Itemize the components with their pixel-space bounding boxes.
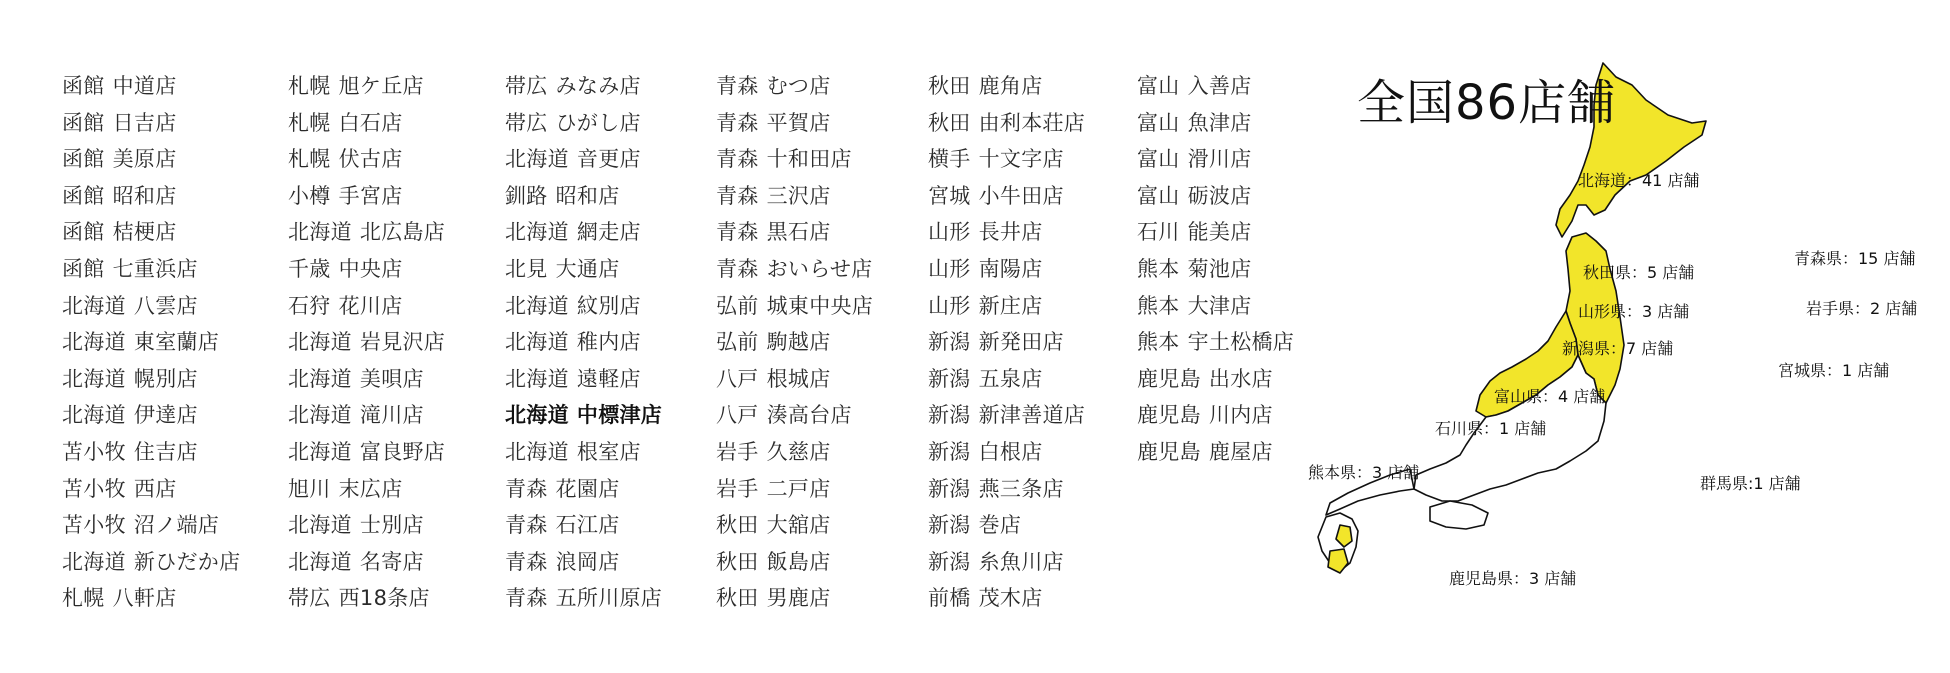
store-city: 青森 — [716, 147, 759, 172]
store-name: 根城店 — [766, 366, 831, 391]
store-name: 白根店 — [978, 439, 1043, 464]
store-entry — [62, 507, 240, 544]
store-entry — [928, 361, 1085, 398]
store-name: 岩見沢店 — [359, 330, 446, 355]
store-city: 北海道 — [62, 403, 126, 428]
store-name: 小牛田店 — [978, 183, 1064, 208]
store-name: 魚津店 — [1187, 110, 1252, 135]
store-entry — [505, 178, 662, 215]
store-name: 網走店 — [576, 220, 641, 245]
store-city: 北海道 — [288, 220, 352, 245]
store-city: 青森 — [505, 513, 548, 538]
store-entry — [1137, 178, 1294, 215]
store-entry — [928, 580, 1085, 617]
label-iwate: 岩手県：2 店舗 — [1806, 299, 1918, 318]
store-name: 燕三条店 — [978, 476, 1064, 501]
store-city: 旭川 — [288, 476, 331, 501]
store-name: 由利本荘店 — [978, 110, 1086, 135]
store-name: 伊達店 — [133, 403, 198, 428]
store-city: 富山 — [1137, 183, 1180, 208]
store-entry — [288, 361, 445, 398]
store-city: 苫小牧 — [62, 476, 126, 501]
store-entry — [716, 251, 873, 288]
store-entry — [1137, 434, 1294, 471]
store-name: 旭ケ丘店 — [338, 74, 424, 98]
store-name: 東室蘭店 — [133, 330, 220, 355]
store-entry — [288, 214, 445, 251]
label-kumamoto: 熊本県：3 店舗 — [1308, 463, 1420, 482]
store-entry — [716, 141, 873, 178]
store-entry — [928, 178, 1085, 215]
store-entry — [716, 580, 873, 617]
store-entry — [62, 214, 240, 251]
label-akita: 秋田県：5 店舗 — [1583, 263, 1695, 282]
store-entry — [288, 580, 445, 617]
store-name: 八雲店 — [133, 293, 198, 318]
store-name: 入善店 — [1187, 74, 1252, 98]
store-entry — [716, 288, 873, 325]
store-city: 青森 — [716, 220, 759, 245]
store-city: 鹿児島 — [1137, 366, 1201, 391]
store-city: 青森 — [716, 74, 759, 98]
store-entry — [288, 105, 445, 142]
label-aomori: 青森県：15 店舗 — [1794, 249, 1916, 268]
store-column-5 — [928, 68, 1085, 617]
store-entry — [716, 397, 873, 434]
store-name: 中央店 — [338, 256, 403, 281]
store-entry — [288, 434, 445, 471]
store-city: 北海道 — [505, 147, 569, 172]
store-city: 北見 — [505, 256, 548, 281]
store-entry — [505, 141, 662, 178]
store-city: 札幌 — [288, 147, 331, 172]
store-entry — [928, 251, 1085, 288]
store-entry — [1137, 105, 1294, 142]
store-entry — [1137, 214, 1294, 251]
store-name: 宇土松橋店 — [1187, 330, 1295, 355]
store-city: 札幌 — [62, 586, 105, 611]
store-city: 青森 — [716, 110, 759, 135]
store-name: 滑川店 — [1187, 147, 1252, 172]
store-name: 昭和店 — [555, 183, 620, 208]
store-city: 山形 — [928, 220, 971, 245]
store-city: 札幌 — [288, 74, 331, 98]
store-name: 湊高台店 — [766, 403, 852, 428]
store-entry — [288, 471, 445, 508]
store-city: 北海道 — [62, 549, 126, 574]
store-name: 沼ノ端店 — [133, 513, 220, 538]
store-entry — [62, 288, 240, 325]
store-city: 熊本 — [1137, 256, 1180, 281]
store-name: 十和田店 — [766, 147, 852, 172]
store-entry — [928, 105, 1085, 142]
store-name: 花園店 — [555, 476, 620, 501]
store-entry — [505, 361, 662, 398]
store-name: 新ひだか店 — [133, 549, 241, 574]
store-city: 岩手 — [716, 476, 759, 501]
store-entry — [288, 288, 445, 325]
store-entry — [62, 471, 240, 508]
store-entry — [505, 288, 662, 325]
store-entry — [62, 105, 240, 142]
store-city: 北海道 — [288, 513, 352, 538]
store-name: ひがし店 — [555, 110, 641, 135]
store-name: 三沢店 — [766, 183, 831, 208]
store-entry — [288, 251, 445, 288]
label-miyagi: 宮城県：1 店舗 — [1778, 361, 1890, 380]
store-entry — [288, 544, 445, 581]
store-city: 釧路 — [505, 183, 548, 208]
store-name: 新発田店 — [978, 330, 1064, 355]
store-city: 八戸 — [716, 366, 759, 391]
store-city: 函館 — [62, 110, 105, 135]
store-name: 住吉店 — [133, 439, 198, 464]
store-column-6 — [1137, 68, 1294, 471]
store-city: 北海道 — [62, 293, 126, 318]
store-entry — [1137, 288, 1294, 325]
store-city: 北海道 — [288, 549, 352, 574]
store-entry — [505, 471, 662, 508]
store-entry — [505, 105, 662, 142]
label-toyama: 富山県：4 店舗 — [1494, 387, 1606, 406]
store-city: 北海道 — [288, 330, 352, 355]
store-name: 南陽店 — [978, 256, 1043, 281]
store-entry — [716, 324, 873, 361]
map-shikoku — [1430, 501, 1488, 529]
store-city: 秋田 — [928, 74, 971, 98]
store-entry — [505, 324, 662, 361]
store-city: 北海道 — [505, 439, 569, 464]
store-name: 十文字店 — [978, 147, 1064, 172]
store-name: 平賀店 — [766, 110, 831, 135]
store-column-4 — [716, 68, 873, 617]
store-name: 紋別店 — [576, 293, 641, 318]
store-name: 五所川原店 — [555, 586, 663, 611]
store-city: 弘前 — [716, 330, 759, 355]
store-city: 帯広 — [505, 74, 548, 98]
store-city: 函館 — [62, 256, 105, 281]
store-entry — [62, 361, 240, 398]
store-name: 大津店 — [1187, 293, 1252, 318]
store-name: 糸魚川店 — [978, 549, 1064, 574]
store-name: 能美店 — [1187, 220, 1252, 245]
store-name: 名寄店 — [359, 549, 424, 574]
store-city: 小樽 — [288, 183, 331, 208]
store-city: 鹿児島 — [1137, 439, 1201, 464]
store-entry — [288, 141, 445, 178]
store-city: 帯広 — [288, 586, 331, 611]
store-name: 七重浜店 — [112, 256, 198, 281]
store-name: 五泉店 — [978, 366, 1043, 391]
store-city: 青森 — [505, 476, 548, 501]
store-city: 札幌 — [288, 110, 331, 135]
store-entry — [62, 580, 240, 617]
store-entry — [928, 141, 1085, 178]
store-name: 大舘店 — [766, 513, 831, 538]
store-city: 新潟 — [928, 513, 971, 538]
store-city: 北海道 — [505, 403, 569, 428]
store-name: 桔梗店 — [112, 220, 177, 245]
store-name: 出水店 — [1208, 366, 1273, 391]
store-entry — [288, 397, 445, 434]
store-city: 苫小牧 — [62, 513, 126, 538]
store-city: 新潟 — [928, 439, 971, 464]
store-name: 黒石店 — [766, 220, 831, 245]
store-city: 函館 — [62, 220, 105, 245]
store-entry — [62, 141, 240, 178]
store-entry — [928, 68, 1085, 105]
store-city: 函館 — [62, 183, 105, 208]
store-entry — [505, 580, 662, 617]
store-city: 北海道 — [62, 366, 126, 391]
store-city: 新潟 — [928, 476, 971, 501]
store-city: 新潟 — [928, 366, 971, 391]
store-entry — [1137, 68, 1294, 105]
store-entry — [716, 105, 873, 142]
store-name: 石江店 — [555, 513, 620, 538]
store-city: 苫小牧 — [62, 439, 126, 464]
store-entry — [928, 434, 1085, 471]
store-city: 北海道 — [62, 330, 126, 355]
store-entry — [62, 324, 240, 361]
store-city: 青森 — [505, 549, 548, 574]
store-entry — [288, 178, 445, 215]
store-entry — [505, 214, 662, 251]
store-name: 伏古店 — [338, 147, 403, 172]
store-entry — [928, 397, 1085, 434]
store-entry — [505, 434, 662, 471]
store-name: 美唄店 — [359, 366, 424, 391]
store-city: 函館 — [62, 147, 105, 172]
store-city: 北海道 — [288, 439, 352, 464]
store-city: 八戸 — [716, 403, 759, 428]
store-city: 前橋 — [928, 586, 971, 611]
store-name: 茂木店 — [978, 586, 1043, 611]
store-name: みなみ店 — [555, 74, 641, 98]
store-entry — [288, 324, 445, 361]
label-hokkaido: 北海道：41 店舗 — [1578, 171, 1700, 190]
store-name: 中標津店 — [576, 403, 663, 428]
store-entry — [928, 471, 1085, 508]
store-name: 士別店 — [359, 513, 424, 538]
store-name: 砺波店 — [1187, 183, 1252, 208]
store-entry — [62, 178, 240, 215]
store-name: 富良野店 — [359, 439, 446, 464]
store-entry — [716, 214, 873, 251]
store-city: 北海道 — [288, 403, 352, 428]
store-name: 稚内店 — [576, 330, 641, 355]
store-entry — [505, 68, 662, 105]
label-gunma: 群馬県:1 店舗 — [1700, 474, 1801, 493]
store-name: 根室店 — [576, 439, 641, 464]
store-entry — [62, 544, 240, 581]
store-entry — [716, 434, 873, 471]
store-name: おいらせ店 — [766, 256, 873, 281]
store-name: 美原店 — [112, 147, 177, 172]
store-name: 遠軽店 — [576, 366, 641, 391]
store-city: 山形 — [928, 293, 971, 318]
store-name: 駒越店 — [766, 330, 831, 355]
store-city: 秋田 — [716, 549, 759, 574]
store-city: 山形 — [928, 256, 971, 281]
store-entry — [1137, 141, 1294, 178]
store-entry — [928, 324, 1085, 361]
store-city: 千歳 — [288, 256, 331, 281]
store-entry — [505, 507, 662, 544]
store-name: 鹿屋店 — [1208, 439, 1273, 464]
store-city: 富山 — [1137, 110, 1180, 135]
store-name: 新津善道店 — [978, 403, 1086, 428]
store-city: 北海道 — [505, 293, 569, 318]
store-name: 長井店 — [978, 220, 1043, 245]
store-name: 二戸店 — [766, 476, 831, 501]
store-city: 横手 — [928, 147, 971, 172]
store-name: 末広店 — [338, 476, 403, 501]
store-city: 北海道 — [505, 330, 569, 355]
store-city: 青森 — [716, 256, 759, 281]
store-entry — [928, 214, 1085, 251]
store-city: 北海道 — [288, 366, 352, 391]
label-yamagata: 山形県：3 店舗 — [1578, 302, 1690, 321]
store-city: 熊本 — [1137, 293, 1180, 318]
store-city: 秋田 — [928, 110, 971, 135]
japan-map — [1300, 55, 1950, 615]
store-entry — [928, 288, 1085, 325]
store-name: 八軒店 — [112, 586, 177, 611]
store-entry — [928, 507, 1085, 544]
store-city: 新潟 — [928, 549, 971, 574]
store-city: 北海道 — [505, 220, 569, 245]
store-city: 新潟 — [928, 403, 971, 428]
store-entry — [928, 544, 1085, 581]
store-city: 函館 — [62, 74, 105, 98]
store-name: 滝川店 — [359, 403, 424, 428]
store-name: 音更店 — [576, 147, 641, 172]
store-city: 富山 — [1137, 147, 1180, 172]
store-name: 西店 — [133, 476, 177, 501]
store-name: 浪岡店 — [555, 549, 620, 574]
store-entry — [505, 544, 662, 581]
store-name: 昭和店 — [112, 183, 177, 208]
store-entry — [288, 68, 445, 105]
store-city: 秋田 — [716, 586, 759, 611]
store-city: 鹿児島 — [1137, 403, 1201, 428]
store-city: 北海道 — [505, 366, 569, 391]
store-name: 城東中央店 — [766, 293, 874, 318]
store-name: 幌別店 — [133, 366, 198, 391]
store-column-3 — [505, 68, 662, 617]
store-column-2 — [288, 68, 445, 617]
store-name: 手宮店 — [338, 183, 403, 208]
map-kagoshima — [1328, 549, 1348, 573]
store-name: 巻店 — [978, 513, 1022, 538]
store-entry — [716, 507, 873, 544]
label-niigata: 新潟県：7 店舗 — [1562, 339, 1674, 358]
store-entry — [62, 434, 240, 471]
store-city: 石狩 — [288, 293, 331, 318]
store-entry — [1137, 251, 1294, 288]
store-entry — [716, 471, 873, 508]
store-entry — [716, 361, 873, 398]
store-entry — [1137, 361, 1294, 398]
store-name: 西18条店 — [338, 586, 430, 611]
store-city: 石川 — [1137, 220, 1180, 245]
store-name: 飯島店 — [766, 549, 831, 574]
store-city: 青森 — [505, 586, 548, 611]
store-name: 菊池店 — [1187, 256, 1252, 281]
store-entry — [1137, 324, 1294, 361]
store-name: 白石店 — [338, 110, 403, 135]
store-entry — [505, 397, 662, 434]
store-entry — [62, 397, 240, 434]
store-entry — [716, 178, 873, 215]
label-kagoshima: 鹿児島県：3 店舗 — [1449, 569, 1577, 588]
store-city: 富山 — [1137, 74, 1180, 98]
store-name: 中道店 — [112, 74, 177, 98]
store-name: 男鹿店 — [766, 586, 831, 611]
store-name: むつ店 — [766, 74, 831, 98]
store-column-1 — [62, 68, 240, 617]
store-entry — [716, 68, 873, 105]
store-city: 青森 — [716, 183, 759, 208]
store-entry — [1137, 397, 1294, 434]
store-city: 秋田 — [716, 513, 759, 538]
store-city: 弘前 — [716, 293, 759, 318]
store-city: 熊本 — [1137, 330, 1180, 355]
store-entry — [505, 251, 662, 288]
store-name: 花川店 — [338, 293, 403, 318]
store-city: 岩手 — [716, 439, 759, 464]
store-city: 新潟 — [928, 330, 971, 355]
store-name: 新庄店 — [978, 293, 1043, 318]
store-entry — [62, 251, 240, 288]
store-name: 川内店 — [1208, 403, 1273, 428]
store-entry — [288, 507, 445, 544]
label-ishikawa: 石川県：1 店舗 — [1435, 419, 1547, 438]
store-entry — [716, 544, 873, 581]
store-city: 宮城 — [928, 183, 971, 208]
store-name: 久慈店 — [766, 439, 831, 464]
store-name: 大通店 — [555, 256, 620, 281]
headline: 全国86店舗 — [1357, 75, 1617, 131]
store-city: 帯広 — [505, 110, 548, 135]
store-name: 鹿角店 — [978, 74, 1043, 98]
store-entry — [62, 68, 240, 105]
store-name: 北広島店 — [359, 220, 446, 245]
store-name: 日吉店 — [112, 110, 177, 135]
